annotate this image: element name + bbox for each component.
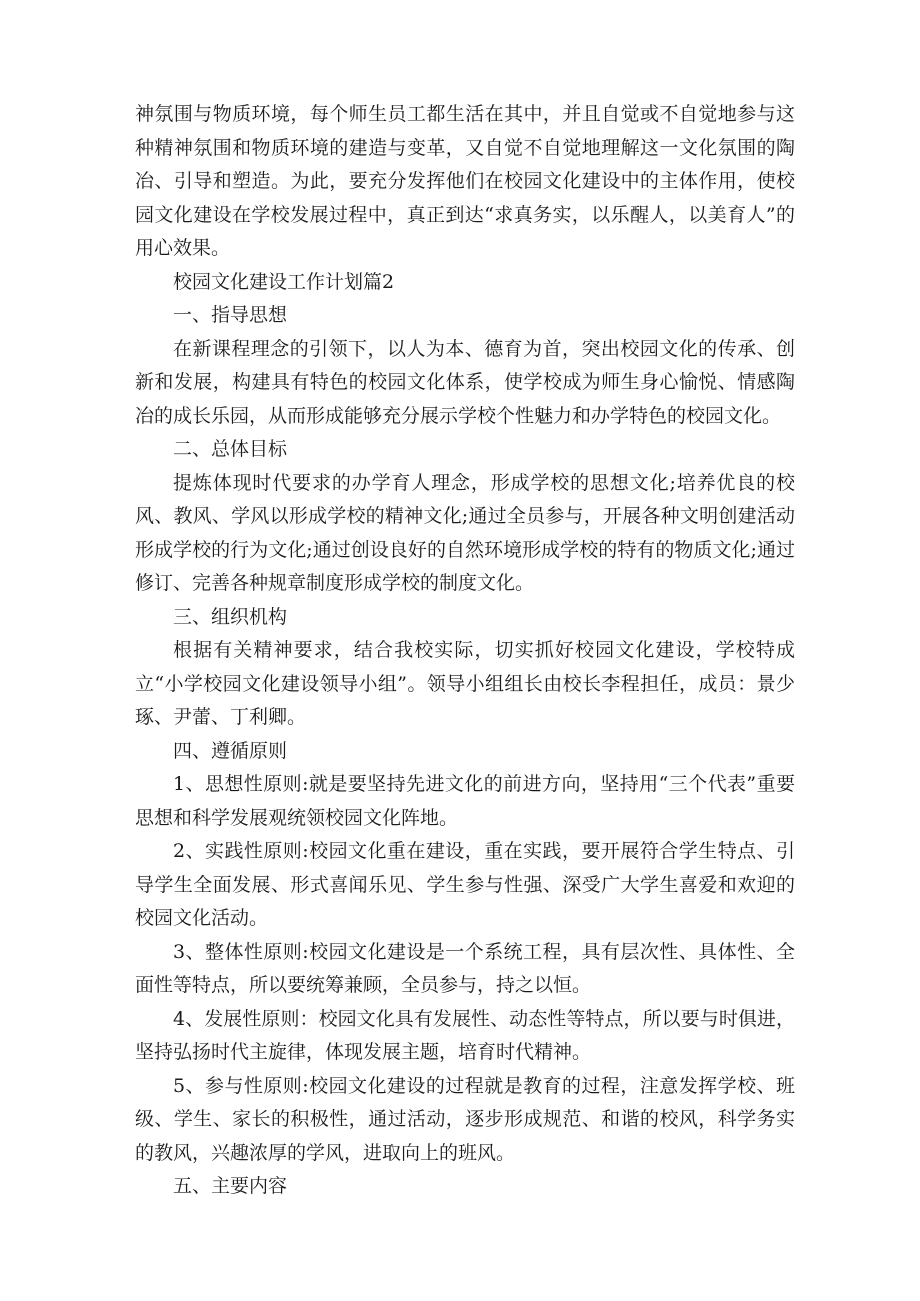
paragraph-principle-5: 5、参与性原则:校园文化建设的过程就是教育的过程，注意发挥学校、班级、学生、家长的积极性，通过活动，逐步形成规范、和谐的校风，科学务实的教风，兴趣浓厚的学风，进取向上的班风。 [135, 1074, 795, 1164]
heading-guiding-ideology: 一、指导思想 [173, 304, 288, 326]
paragraph-principle-4: 4、发展性原则：校园文化具有发展性、动态性等特点，所以要与时俱进，坚持弘扬时代主旋律，体现发展主题，培育时代精神。 [135, 1007, 795, 1063]
paragraph-principle-3: 3、整体性原则:校园文化建设是一个系统工程，具有层次性、具体性、全面性等特点，所以要统筹兼顾，全员参与，持之以恒。 [135, 940, 795, 996]
paragraph-guiding-ideology: 在新课程理念的引领下，以人为本、德育为首，突出校园文化的传承、创新和发展，构建具有特色的校园文化体系，使学校成为师生身心愉悦、情感陶冶的成长乐园，从而形成能够充分展示学校个性魅力和办学特色的校园文化。 [135, 337, 795, 427]
heading-main-content: 五、主要内容 [173, 1175, 288, 1197]
document-page [135, 98, 795, 1204]
heading-organization: 三、组织机构 [173, 605, 288, 628]
paragraph-intro-continuation: 神氛围与物质环境，每个师生员工都生活在其中，并且自觉或不自觉地参与这种精神氛围和物质环境的建造与变革，又自觉不自觉地理解这一文化氛围的陶冶、引导和塑造。为此，要充分发挥他们在校园文化建设中的主体作用，使校园文化建设在学校发展过程中，真正到达“求真务实，以乐醒人，以美育人”的用心效果。 [135, 103, 795, 259]
heading-overall-goals: 二、总体目标 [173, 438, 288, 460]
paragraph-principle-1: 1、思想性原则:就是要坚持先进文化的前进方向，坚持用“三个代表”重要思想和科学发展观统领校园文化阵地。 [135, 773, 795, 829]
paragraph-organization: 根据有关精神要求，结合我校实际，切实抓好校园文化建设，学校特成立“小学校园文化建设领导小组”。领导小组组长由校长李程担任，成员：景少琢、尹蕾、丁利卿。 [135, 639, 795, 728]
paragraph-principle-2: 2、实践性原则:校园文化重在建设，重在实践，要开展符合学生特点、引导学生全面发展、形式喜闻乐见、学生参与性强、深受广大学生喜爱和欢迎的校园文化活动。 [135, 840, 795, 929]
heading-principles: 四、遵循原则 [173, 739, 288, 762]
paragraph-overall-goals: 提炼体现时代要求的办学育人理念，形成学校的思想文化;培养优良的校风、教风、学风以形成学校的精神文化;通过全员参与，开展各种文明创建活动形成学校的行为文化;通过创设良好的自然环境形成学校的特有的物质文化;通过修订、完善各种规章制度形成学校的制度文化。 [135, 471, 795, 594]
section-title: 校园文化建设工作计划篇2 [173, 270, 395, 293]
